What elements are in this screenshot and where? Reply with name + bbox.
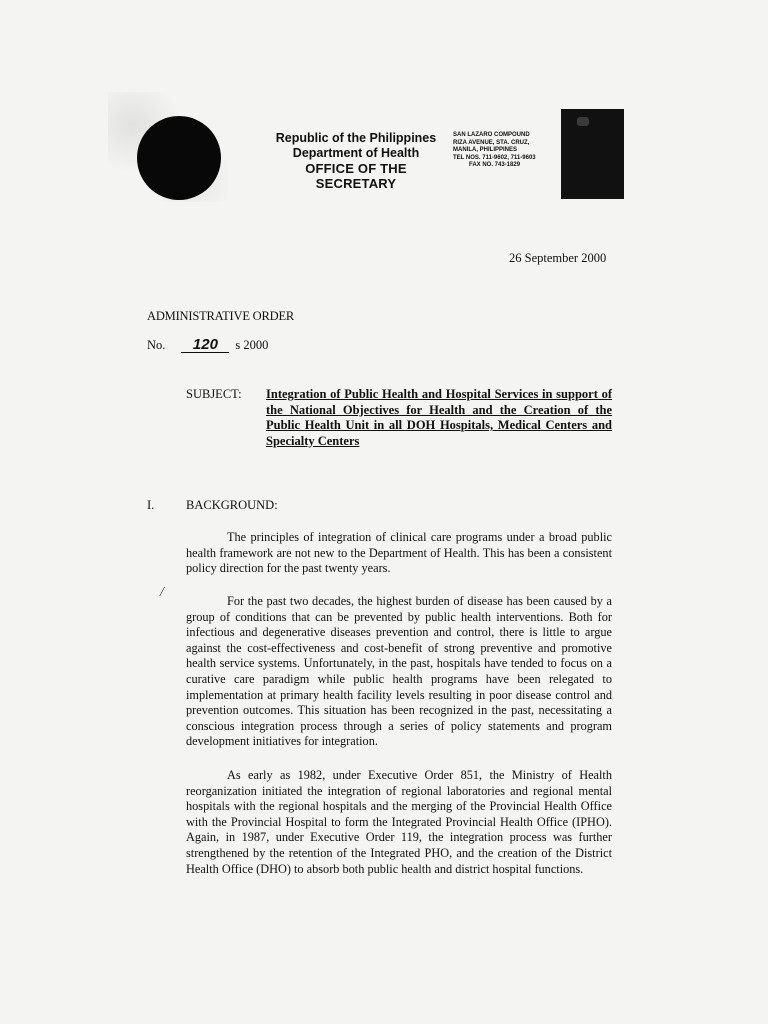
letterhead-address <box>453 132 553 170</box>
address-line: FAX NO. 743-1829 <box>469 162 521 168</box>
photo-highlight <box>577 117 589 126</box>
order-number: 120 <box>181 338 229 353</box>
letterhead-office: OFFICE OF THE SECRETARY <box>305 161 407 191</box>
address-line: TEL NOS. 711-9602, 711-9603 <box>453 154 536 161</box>
document-date: 26 September 2000 <box>509 251 607 265</box>
paragraph: The principles of integration of clinical care programs under a broad public health framework are not new to the Department of Health. This has been a consistent policy direction for the past twenty years. <box>186 530 612 576</box>
margin-pen-mark: / <box>160 585 164 600</box>
letterhead-department: Department of Health <box>292 146 420 160</box>
letterhead <box>266 131 446 191</box>
order-series: s 2000 <box>235 338 269 352</box>
address-line: MANILA, PHILIPPINES <box>453 147 518 153</box>
section-title: BACKGROUND: <box>186 498 278 512</box>
section-number: I. <box>147 498 155 512</box>
subject-label: SUBJECT: <box>186 387 242 401</box>
secretary-photo <box>561 109 624 199</box>
paragraph: As early as 1982, under Executive Order 851, the Ministry of Health reorganization initiated the integration of regional laboratories and regional mental hospitals with the regional hospitals and the merging of the Provincial Health Office with the Provincial Hospital to form the Integrated Provincial Health Office (IPHO). Again, in 1987, under Executive Order 119, the integration process was further strengthened by the retention of the Integrated PHO, and the creation of the District Health Office (DHO) to absorb both public health and district hospital functions. <box>186 768 612 876</box>
order-number-line <box>147 338 268 353</box>
address-line: SAN LAZARO COMPOUND <box>453 132 530 138</box>
order-title: ADMINISTRATIVE ORDER <box>147 309 295 323</box>
letterhead-republic: Republic of the Philippines <box>275 131 437 145</box>
order-no-label: No. <box>147 338 166 352</box>
doh-seal-logo <box>137 116 221 200</box>
address-line: RIZA AVENUE, STA. CRUZ, <box>453 139 530 146</box>
paragraph: For the past two decades, the highest burden of disease has been caused by a group of conditions that can be prevented by public health interventions. Both for infectious and degenerative diseases prevention and control, there is little to argue against the cost-effectiveness and cost-benefit of strong preventive and promotive health service systems. Unfortunately, in the past, hospitals have tended to focus on a curative care paradigm while public health programs have been relegated to implementation at primary health facility levels resulting in poor disease control and prevention outcomes. This situation has been recognized in the past, necessitating a conscious integration process through a series of policy statements and program development initiatives for integration. <box>186 594 612 749</box>
subject-text: Integration of Public Health and Hospital Services in support of the National Objectives for Health and the Creation of the Public Health Unit in all DOH Hospitals, Medical Centers and Specialty Centers <box>266 387 612 448</box>
